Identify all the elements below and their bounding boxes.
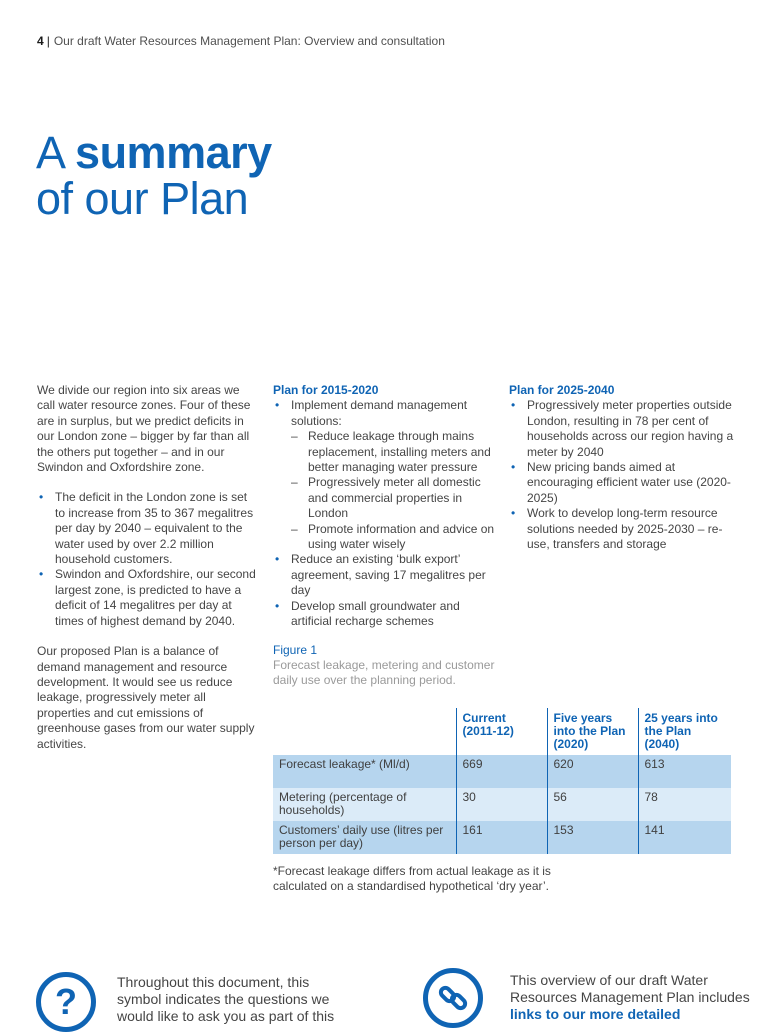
table-row	[273, 821, 731, 854]
links-note	[510, 972, 750, 1023]
proposal-paragraph: Our proposed Plan is a balance of demand management and resource development. It would see us reduce leakage, progressively meter all properties and cut emissions of greenhouse gases from our water supply activities.	[37, 644, 255, 751]
table-cell: 141	[638, 821, 731, 854]
links-note-text: This overview of our draft Water Resources Management Plan includes	[510, 972, 750, 1005]
intro-column	[37, 383, 259, 752]
table-cell: 613	[638, 755, 731, 788]
list-item: • Develop small groundwater and artificial recharge schemes	[273, 599, 503, 630]
sub-list-item: – Progressively meter all domestic and commercial properties in London	[273, 475, 503, 521]
table-row-label: Metering (percentage of households)	[273, 788, 456, 821]
list-item: • Work to develop long-term resource solutions needed by 2025-2030 – re-use, transfers and storage	[509, 506, 734, 552]
list-item: • New pricing bands aimed at encouraging efficient water use (2020-2025)	[509, 460, 734, 506]
table-row	[273, 788, 731, 821]
title-prefix: A	[36, 127, 76, 178]
table-header-cell: Current (2011-12)	[456, 708, 547, 755]
links-note-link[interactable]: links to our more detailed	[510, 1006, 681, 1022]
sub-list-item: – Reduce leakage through mains replacement, installing meters and better managing water pressure	[273, 429, 503, 475]
plan-2025-column	[509, 383, 734, 552]
list-item: • Swindon and Oxfordshire, our second largest zone, is predicted to have a deficit of 14 megalitres per day at times of highest demand by 2040.	[37, 567, 259, 629]
table-header-row	[273, 708, 731, 755]
link-icon	[423, 968, 483, 1028]
page-number: 4	[37, 34, 44, 48]
table-row	[273, 755, 731, 788]
title-bold: summary	[75, 127, 272, 178]
plan-2025-heading: Plan for 2025-2040	[509, 383, 615, 397]
question-note: Throughout this document, this symbol indicates the questions we would like to ask you as part of this	[117, 974, 335, 1024]
chain-link-icon	[436, 981, 470, 1015]
table-cell: 620	[547, 755, 638, 788]
title-line2: of our Plan	[36, 173, 249, 224]
plan-2025-list	[509, 398, 734, 552]
deficit-list	[37, 490, 259, 629]
sub-list-item: – Promote information and advice on using water wisely	[273, 522, 503, 553]
table-footnote: *Forecast leakage differs from actual leakage as it is calculated on a standardised hypothetical ‘dry year’.	[273, 864, 551, 893]
list-item: • Progressively meter properties outside London, resulting in 78 per cent of households across our region having a meter by 2040	[509, 398, 734, 460]
list-item: • The deficit in the London zone is set to increase from 35 to 367 megalitres per day by 2040 – equivalent to the water used by over 2.2 million household customers.	[37, 490, 259, 567]
table-cell: 30	[456, 788, 547, 821]
question-mark-glyph: ?	[55, 981, 77, 1022]
table-cell: 153	[547, 821, 638, 854]
table-header-cell: 25 years into the Plan (2040)	[638, 708, 731, 755]
table-cell: 669	[456, 755, 547, 788]
table-row-label: Customers’ daily use (litres per person per day)	[273, 821, 456, 854]
page-header	[37, 34, 445, 48]
figure-caption: Forecast leakage, metering and customer daily use over the planning period.	[273, 658, 495, 687]
list-item: • Implement demand management solutions:	[273, 398, 503, 429]
table-cell: 161	[456, 821, 547, 854]
table-row-label: Forecast leakage* (Ml/d)	[273, 755, 456, 788]
header-separator: |	[46, 34, 50, 48]
page-title	[36, 127, 272, 224]
question-icon	[36, 972, 96, 1032]
table-header-cell	[273, 708, 456, 755]
document-title: Our draft Water Resources Management Plan: Overview and consultation	[53, 34, 445, 48]
table-header-cell: Five years into the Plan (2020)	[547, 708, 638, 755]
table-cell: 56	[547, 788, 638, 821]
list-item: • Reduce an existing ‘bulk export’ agreement, saving 17 megalitres per day	[273, 552, 503, 598]
table-cell: 78	[638, 788, 731, 821]
forecast-table	[273, 708, 731, 854]
plan-2015-column	[273, 383, 503, 630]
plan-2015-heading: Plan for 2015-2020	[273, 383, 379, 397]
figure-label: Figure 1	[273, 643, 318, 657]
intro-paragraph: We divide our region into six areas we call water resource zones. Four of these are in surplus, but we predict deficits in our London zone – bigger by far than all the others put together – and in our Swindon and Oxfordshire zone.	[37, 383, 251, 475]
plan-2015-list	[273, 398, 503, 629]
